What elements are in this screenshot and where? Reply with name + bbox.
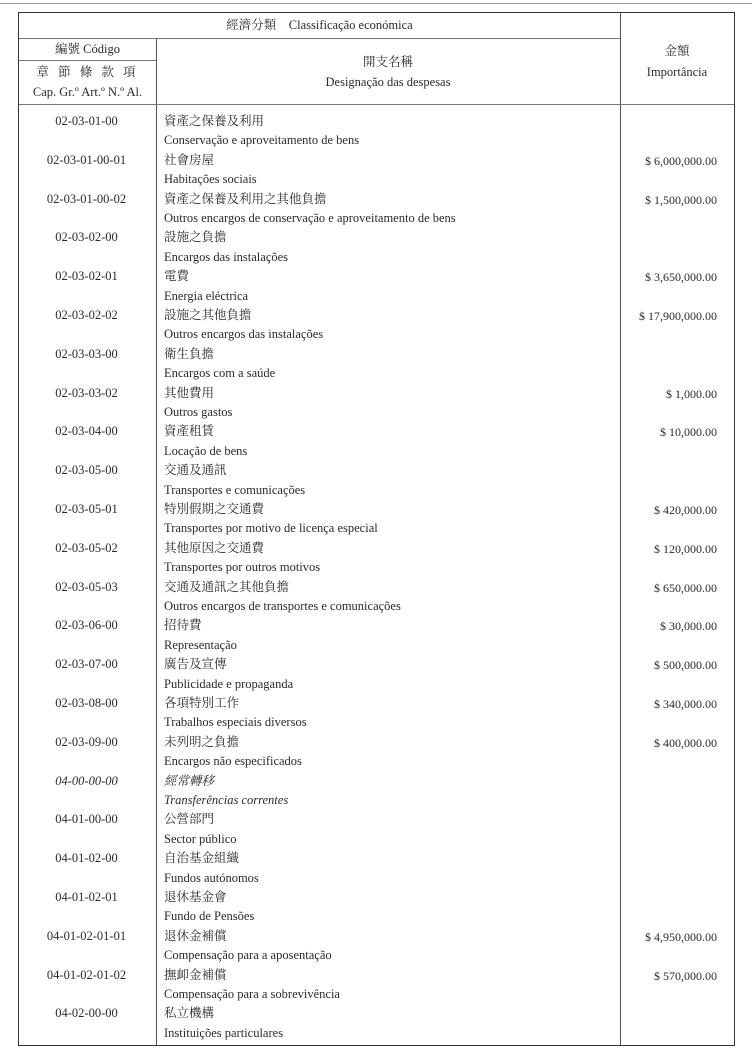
row-designation-pt: Outros encargos de conservação e aproveitamento de bens bbox=[164, 210, 456, 225]
row-designation-zh: 社會房屋 bbox=[164, 152, 215, 167]
row-amount: $ 500,000.00 bbox=[654, 658, 717, 673]
row-amount: $ 6,000,000.00 bbox=[645, 153, 717, 168]
row-code: 02-03-01-00 bbox=[55, 114, 118, 128]
row-code: 02-03-02-01 bbox=[55, 269, 118, 284]
row-code: 02-03-05-01 bbox=[55, 501, 118, 516]
row-designation-pt: Instituições particulares bbox=[164, 1025, 284, 1040]
row-amount: $ 3,650,000.00 bbox=[645, 270, 717, 285]
table-row bbox=[18, 888, 735, 927]
row-designation-pt: Fundo de Pensões bbox=[164, 909, 255, 924]
row-designation-zh: 退休基金會 bbox=[164, 889, 227, 904]
row-designation-pt: Conservação e aproveitamento de bens bbox=[164, 133, 360, 148]
row-amount: $ 120,000.00 bbox=[654, 541, 717, 556]
row-designation-pt: Representação bbox=[164, 637, 237, 652]
table-row bbox=[18, 151, 735, 190]
code-heading: 編號 Código bbox=[55, 42, 120, 56]
row-designation-zh: 退休金補償 bbox=[164, 928, 227, 943]
table-row bbox=[18, 966, 735, 1005]
row-designation-pt: Compensação para a sobrevivência bbox=[164, 986, 340, 1001]
row-amount: $ 4,950,000.00 bbox=[645, 929, 717, 944]
row-amount: $ 1,500,000.00 bbox=[645, 192, 717, 207]
row-designation-zh: 設施之負擔 bbox=[164, 230, 227, 245]
row-designation-pt: Energia eléctrica bbox=[164, 288, 249, 303]
row-code: 04-01-02-01 bbox=[55, 889, 118, 904]
row-designation-pt: Encargos das instalações bbox=[164, 249, 289, 264]
row-designation-zh: 經常轉移 bbox=[164, 773, 215, 788]
table-row bbox=[18, 694, 735, 733]
code-subheading-pt: Cap. Gr.º Art.º N.º Al. bbox=[32, 85, 143, 99]
row-code: 02-03-03-02 bbox=[55, 385, 118, 400]
table-row bbox=[18, 849, 735, 888]
row-designation-zh: 資產之保養及利用 bbox=[164, 114, 265, 128]
row-designation-zh: 各項特別工作 bbox=[164, 695, 240, 710]
row-code: 04-01-02-00 bbox=[55, 851, 118, 866]
row-designation-pt: Transportes por outros motivos bbox=[164, 560, 321, 575]
row-designation-pt: Compensação para a aposentação bbox=[164, 948, 332, 963]
row-designation-zh: 自治基金組織 bbox=[164, 851, 240, 866]
row-designation-zh: 電費 bbox=[164, 269, 190, 284]
table-row bbox=[18, 345, 735, 384]
row-amount: $ 340,000.00 bbox=[654, 696, 717, 711]
table-row bbox=[18, 267, 735, 306]
row-designation-zh: 特別假期之交通費 bbox=[164, 501, 265, 516]
table-row bbox=[18, 810, 735, 849]
row-amount: $ 1,000.00 bbox=[666, 386, 717, 401]
table-row bbox=[18, 461, 735, 500]
row-designation-zh: 交通及通訊 bbox=[164, 463, 227, 478]
table-row bbox=[18, 112, 735, 151]
classification-heading: 經濟分類 Classificação económica bbox=[226, 18, 413, 32]
table-row bbox=[18, 228, 735, 267]
table-row bbox=[18, 655, 735, 694]
row-designation-zh: 衛生負擔 bbox=[164, 346, 215, 361]
table-body bbox=[18, 112, 735, 1043]
table-row bbox=[18, 384, 735, 423]
row-designation-zh: 公營部門 bbox=[164, 812, 215, 827]
table-row bbox=[18, 733, 735, 772]
top-rule bbox=[0, 3, 752, 4]
row-designation-pt: Outros encargos de transportes e comunicações bbox=[164, 598, 401, 613]
row-designation-pt: Transferências correntes bbox=[164, 792, 289, 807]
table-row bbox=[18, 1004, 735, 1043]
row-code: 02-03-08-00 bbox=[55, 695, 118, 710]
row-amount: $ 30,000.00 bbox=[660, 619, 717, 634]
row-designation-zh: 其他費用 bbox=[164, 385, 215, 400]
row-amount: $ 10,000.00 bbox=[660, 425, 717, 440]
row-designation-zh: 資產租賃 bbox=[164, 424, 215, 439]
row-code: 02-03-05-00 bbox=[55, 463, 118, 478]
table-row bbox=[18, 500, 735, 539]
row-designation-pt: Locação de bens bbox=[164, 443, 248, 458]
table-row bbox=[18, 539, 735, 578]
row-designation-zh: 資產之保養及利用之其他負擔 bbox=[164, 191, 327, 206]
row-amount: $ 400,000.00 bbox=[654, 735, 717, 750]
row-designation-pt: Outros gastos bbox=[164, 404, 233, 419]
row-code: 02-03-06-00 bbox=[55, 618, 118, 633]
row-amount: $ 17,900,000.00 bbox=[639, 308, 717, 323]
row-designation-pt: Sector público bbox=[164, 831, 237, 846]
row-amount: $ 570,000.00 bbox=[654, 968, 717, 983]
row-designation-zh: 招待費 bbox=[164, 618, 202, 633]
table-row bbox=[18, 190, 735, 229]
row-code: 02-03-03-00 bbox=[55, 346, 118, 361]
amount-heading-pt: Importância bbox=[646, 65, 708, 79]
row-designation-pt: Trabalhos especiais diversos bbox=[164, 715, 307, 730]
row-designation-pt: Habitações sociais bbox=[164, 172, 257, 187]
row-designation-zh: 撫卹金補償 bbox=[164, 967, 227, 982]
row-code: 04-01-02-01-01 bbox=[46, 928, 127, 943]
row-designation-zh: 設施之其他負擔 bbox=[164, 307, 252, 322]
row-designation-zh: 未列明之負擔 bbox=[164, 734, 240, 749]
row-designation-pt: Fundos autónomos bbox=[164, 870, 259, 885]
row-code: 04-01-00-00 bbox=[55, 812, 118, 827]
row-designation-pt: Encargos não especificados bbox=[164, 754, 302, 769]
amount-heading-zh: 金額 bbox=[664, 44, 690, 58]
row-code: 02-03-09-00 bbox=[55, 734, 118, 749]
row-designation-zh: 交通及通訊之其他負擔 bbox=[164, 579, 290, 594]
row-code: 02-03-07-00 bbox=[55, 657, 118, 672]
row-code: 04-00-00-00 bbox=[55, 773, 118, 788]
table-row bbox=[18, 772, 735, 811]
row-code: 04-02-00-00 bbox=[55, 1006, 118, 1021]
table-row bbox=[18, 578, 735, 617]
header-bottom-rule bbox=[19, 104, 734, 105]
table-row bbox=[18, 616, 735, 655]
row-designation-pt: Transportes por motivo de licença especial bbox=[164, 521, 378, 536]
row-designation-zh: 廣告及宣傳 bbox=[164, 657, 227, 672]
row-code: 02-03-01-00-02 bbox=[46, 191, 127, 206]
row-divider bbox=[19, 60, 156, 61]
row-code: 02-03-05-02 bbox=[55, 540, 118, 555]
row-designation-pt: Transportes e comunicações bbox=[164, 482, 306, 497]
row-designation-pt: Outros encargos das instalações bbox=[164, 327, 324, 342]
row-code: 02-03-05-03 bbox=[55, 579, 118, 594]
table-row bbox=[18, 927, 735, 966]
row-code: 04-01-02-01-02 bbox=[46, 967, 127, 982]
designation-heading-zh: 開支名稱 bbox=[362, 55, 413, 69]
row-designation-zh: 其他原因之交通費 bbox=[164, 540, 265, 555]
row-code: 02-03-02-00 bbox=[55, 230, 118, 245]
row-amount: $ 420,000.00 bbox=[654, 502, 717, 517]
row-code: 02-03-04-00 bbox=[55, 424, 118, 439]
row-code: 02-03-02-02 bbox=[55, 307, 118, 322]
row-code: 02-03-01-00-01 bbox=[46, 152, 127, 167]
row-designation-pt: Publicidade e propaganda bbox=[164, 676, 294, 691]
row-designation-pt: Encargos com a saúde bbox=[164, 366, 276, 381]
row-designation-zh: 私立機構 bbox=[164, 1006, 215, 1021]
code-subheading-zh: 章 節 條 款 項 bbox=[36, 65, 139, 79]
table-row bbox=[18, 306, 735, 345]
row-amount: $ 650,000.00 bbox=[654, 580, 717, 595]
table-row bbox=[18, 422, 735, 461]
designation-heading-pt: Designação das despesas bbox=[325, 75, 451, 89]
